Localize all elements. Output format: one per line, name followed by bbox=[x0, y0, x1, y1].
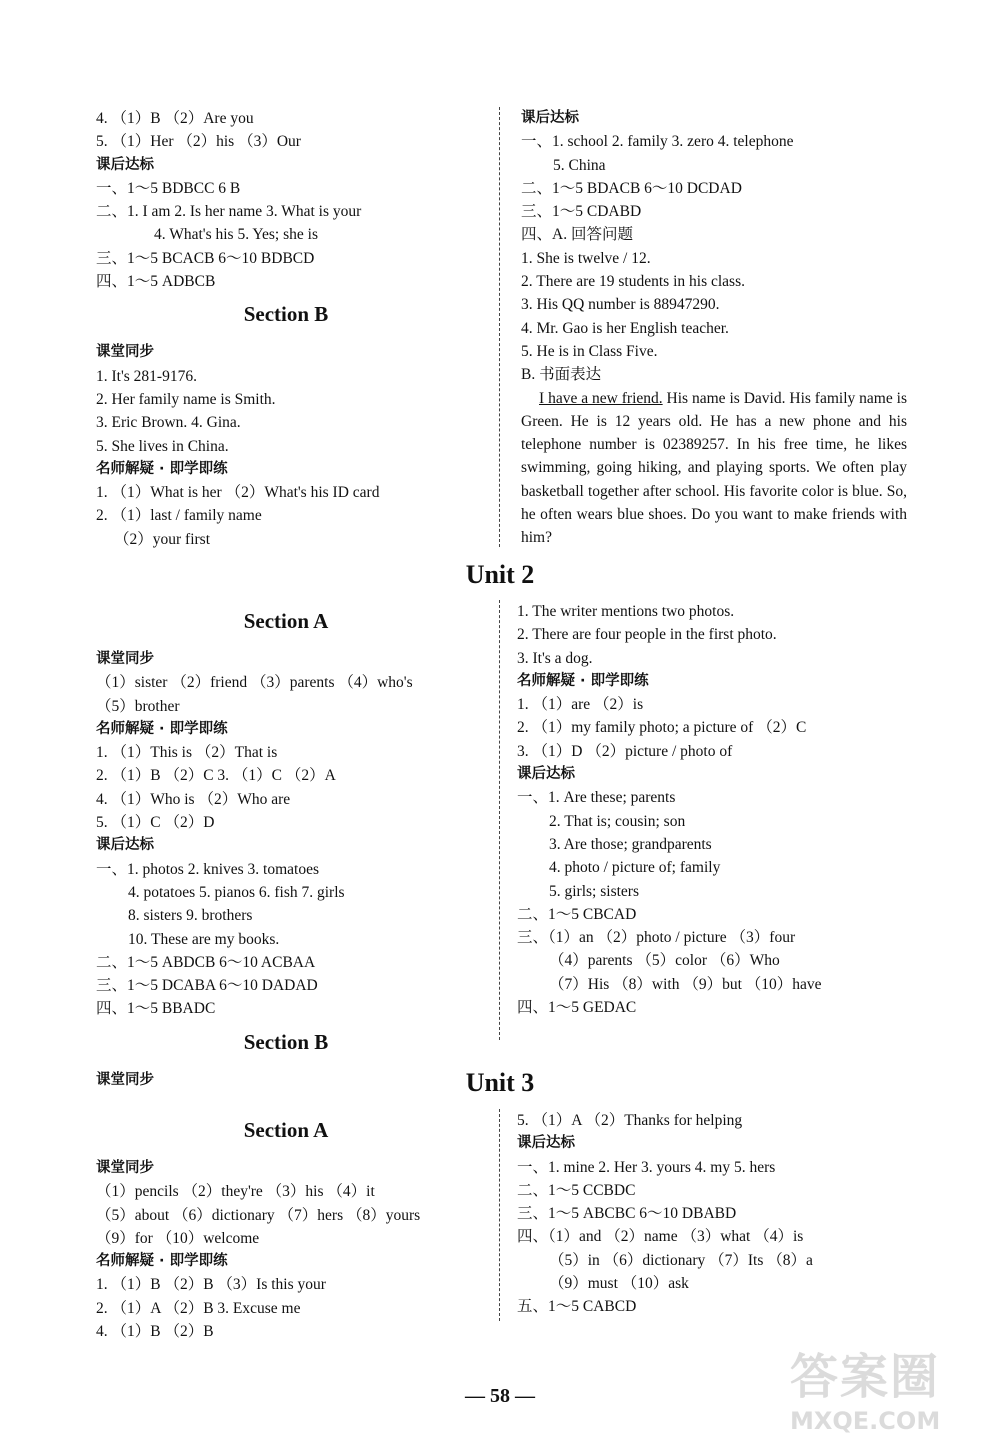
answer-line: 一、1. school 2. family 3. zero 4. telephone bbox=[521, 133, 794, 151]
answer-line: 3. It's a dog. bbox=[517, 649, 593, 667]
answer-line: 2. （1）my family photo; a picture of （2）C bbox=[517, 719, 807, 737]
answer-line: 1. （1）are （2）is bbox=[517, 696, 644, 714]
section-heading: 课后达标 bbox=[517, 1135, 575, 1152]
section-heading: 名师解疑 · 即学即练 bbox=[517, 672, 649, 689]
answer-line: 三、1～5 ABCBC 6～10 DBABD bbox=[517, 1205, 737, 1223]
unit3-right-column bbox=[517, 1109, 907, 1319]
answer-line: 2. There are four people in the first photo. bbox=[517, 626, 777, 644]
answer-line: （5）about （6）dictionary （7）hers （8）yours bbox=[96, 1206, 421, 1224]
answer-line: 3. （1）D （2）picture / photo of bbox=[517, 742, 733, 760]
answer-line: 8. sisters 9. brothers bbox=[128, 907, 253, 925]
answer-line: 1. （1）What is her （2）What's his ID card bbox=[96, 484, 380, 502]
answer-line: 一、1. mine 2. Her 3. yours 4. my 5. hers bbox=[517, 1158, 776, 1176]
answer-line: 5. （1）C （2）D bbox=[96, 814, 215, 832]
unit2-right-column bbox=[517, 600, 907, 1019]
answer-line: 三、1～5 BCACB 6～10 BDBCD bbox=[96, 249, 315, 267]
answer-line: 5. （1）A （2）Thanks for helping bbox=[517, 1112, 743, 1129]
answer-line: 二、1～5 BDACB 6～10 DCDAD bbox=[521, 179, 742, 197]
answer-line: 3. His QQ number is 88947290. bbox=[521, 296, 720, 314]
section-heading: 课堂同步 bbox=[96, 1071, 154, 1088]
section-heading: 课堂同步 bbox=[96, 651, 154, 667]
unit-2-title: Unit 2 bbox=[465, 560, 535, 589]
answer-line: 二、1～5 CBCAD bbox=[517, 905, 637, 923]
answer-line: 3. Are those; grandparents bbox=[549, 835, 712, 853]
answer-line: （4）parents （5）color （6）Who bbox=[549, 952, 780, 970]
section-title: Section B bbox=[243, 302, 329, 327]
answer-line: 2. （1）last / family name bbox=[96, 507, 262, 525]
answer-line: （9）must （10）ask bbox=[549, 1275, 689, 1293]
answer-line: （5）brother bbox=[96, 697, 180, 715]
answer-line: 2. Her family name is Smith. bbox=[96, 390, 276, 408]
answer-line: B. 书面表达 bbox=[521, 366, 602, 384]
answer-line: 四、（1）and （2）name （3）what （4）is bbox=[517, 1228, 804, 1246]
passage-first-sentence: I have a new friend. bbox=[539, 389, 663, 407]
answer-line: 4. potatoes 5. pianos 6. fish 7. girls bbox=[128, 883, 345, 901]
answer-line: 四、1～5 GEDAC bbox=[517, 999, 637, 1017]
unit-3-title: Unit 3 bbox=[465, 1068, 535, 1097]
answer-line: 一、1. Are these; parents bbox=[517, 789, 676, 807]
watermark-url: MXQE.COM bbox=[790, 1407, 941, 1435]
answer-line: 5. He is in Class Five. bbox=[521, 342, 658, 360]
answer-line: 4. Mr. Gao is her English teacher. bbox=[521, 319, 729, 337]
section-heading: 课后达标 bbox=[96, 156, 154, 173]
answer-line: 1. （1）B （2）B （3）Is this your bbox=[96, 1276, 326, 1294]
top-left-column bbox=[96, 107, 476, 551]
answer-line: 3. Eric Brown. 4. Gina. bbox=[96, 414, 241, 432]
section-heading: 课后达标 bbox=[96, 837, 154, 854]
answer-line: 4. photo / picture of; family bbox=[549, 859, 721, 877]
answer-line: 1. It's 281-9176. bbox=[96, 367, 197, 385]
section-heading: 课堂同步 bbox=[96, 344, 154, 361]
answer-line: 2. （1）B （2）C 3. （1）C （2）A bbox=[96, 767, 336, 785]
top-right-lines bbox=[521, 107, 907, 387]
top-column-divider bbox=[499, 107, 500, 547]
answer-line: 三、1～5 CDABD bbox=[521, 203, 642, 221]
section-heading: 名师解疑 · 即学即练 bbox=[96, 460, 228, 477]
answer-line: （2）your first bbox=[114, 530, 211, 548]
top-right-column bbox=[521, 107, 907, 550]
answer-line: 2. That is; cousin; son bbox=[549, 812, 686, 830]
answer-line: 5. She lives in China. bbox=[96, 437, 229, 455]
section-title: Section B bbox=[243, 1029, 329, 1054]
passage-body: His name is David. His family name is Green. He is 12 years old. He has a new phone and his telephone number is 02389257. In his free time, he likes swimming, going hiking, and playing sports. We often play basketball together after school. His favorite color is blue. So, he often wears blue shoes. Do you want to make friends with him? bbox=[521, 389, 907, 547]
page-number: — 58 — bbox=[465, 1385, 535, 1407]
answer-line: 四、A. 回答问题 bbox=[521, 226, 633, 244]
answer-line: 一、1～5 BDBCC 6 B bbox=[96, 179, 241, 197]
answer-line: 4. What's his 5. Yes; she is bbox=[154, 226, 318, 244]
answer-line: 10. These are my books. bbox=[128, 930, 280, 948]
section-heading: 课后达标 bbox=[521, 110, 579, 126]
answer-line: （1）pencils （2）they're （3）his （4）it bbox=[96, 1183, 375, 1201]
section-heading: 名师解疑 · 即学即练 bbox=[96, 1253, 228, 1270]
answer-line: 5. girls; sisters bbox=[549, 882, 639, 900]
answer-line: 1. （1）This is （2）That is bbox=[96, 744, 278, 762]
writing-passage bbox=[521, 387, 907, 550]
unit3-left-column bbox=[96, 1109, 476, 1343]
answer-line: 三、1～5 DCABA 6～10 DADAD bbox=[96, 977, 318, 995]
answer-line: 1. The writer mentions two photos. bbox=[517, 603, 735, 620]
unit2-left-column bbox=[96, 600, 476, 1092]
answer-line: （1）sister （2）friend （3）parents （4）who's bbox=[96, 674, 413, 692]
section-title: Section A bbox=[243, 1118, 329, 1142]
answer-line: 4. （1）B （2）B bbox=[96, 1323, 214, 1341]
answer-line: 2. （1）A （2）B 3. Excuse me bbox=[96, 1299, 301, 1317]
answer-line: 4. （1）Who is （2）Who are bbox=[96, 790, 291, 808]
answer-line: 4. （1）B （2）Are you bbox=[96, 110, 254, 127]
answer-line: 二、1. I am 2. Is her name 3. What is your bbox=[96, 203, 362, 221]
section-title: Section A bbox=[243, 609, 329, 633]
answer-line: 二、1～5 CCBDC bbox=[517, 1181, 636, 1199]
answer-line: （9）for （10）welcome bbox=[96, 1229, 260, 1247]
unit2-column-divider bbox=[499, 600, 500, 1040]
section-heading: 课后达标 bbox=[517, 766, 575, 783]
answer-line: 一、1. photos 2. knives 3. tomatoes bbox=[96, 860, 320, 878]
answer-line: （5）in （6）dictionary （7）Its （8）a bbox=[549, 1251, 813, 1269]
answer-line: 四、1～5 ADBCB bbox=[96, 273, 216, 291]
answer-line: 2. There are 19 students in his class. bbox=[521, 273, 745, 291]
answer-line: 1. She is twelve / 12. bbox=[521, 249, 651, 267]
answer-line: 二、1～5 ABDCB 6～10 ACBAA bbox=[96, 953, 316, 971]
answer-line: 四、1～5 BBADC bbox=[96, 1000, 216, 1018]
answer-line: 5. China bbox=[553, 156, 606, 174]
unit3-column-divider bbox=[499, 1109, 500, 1321]
watermark-text: 答案圈 bbox=[790, 1349, 941, 1405]
section-heading: 课堂同步 bbox=[96, 1160, 154, 1176]
section-heading: 名师解疑 · 即学即练 bbox=[96, 720, 228, 737]
answer-line: 三、（1）an （2）photo / picture （3）four bbox=[517, 929, 796, 947]
answer-line: （7）His （8）with （9）but （10）have bbox=[549, 975, 822, 993]
watermark-logo bbox=[790, 1338, 990, 1435]
answer-line: 5. （1）Her （2）his （3）Our bbox=[96, 133, 301, 151]
answer-line: 五、1～5 CABCD bbox=[517, 1298, 637, 1316]
